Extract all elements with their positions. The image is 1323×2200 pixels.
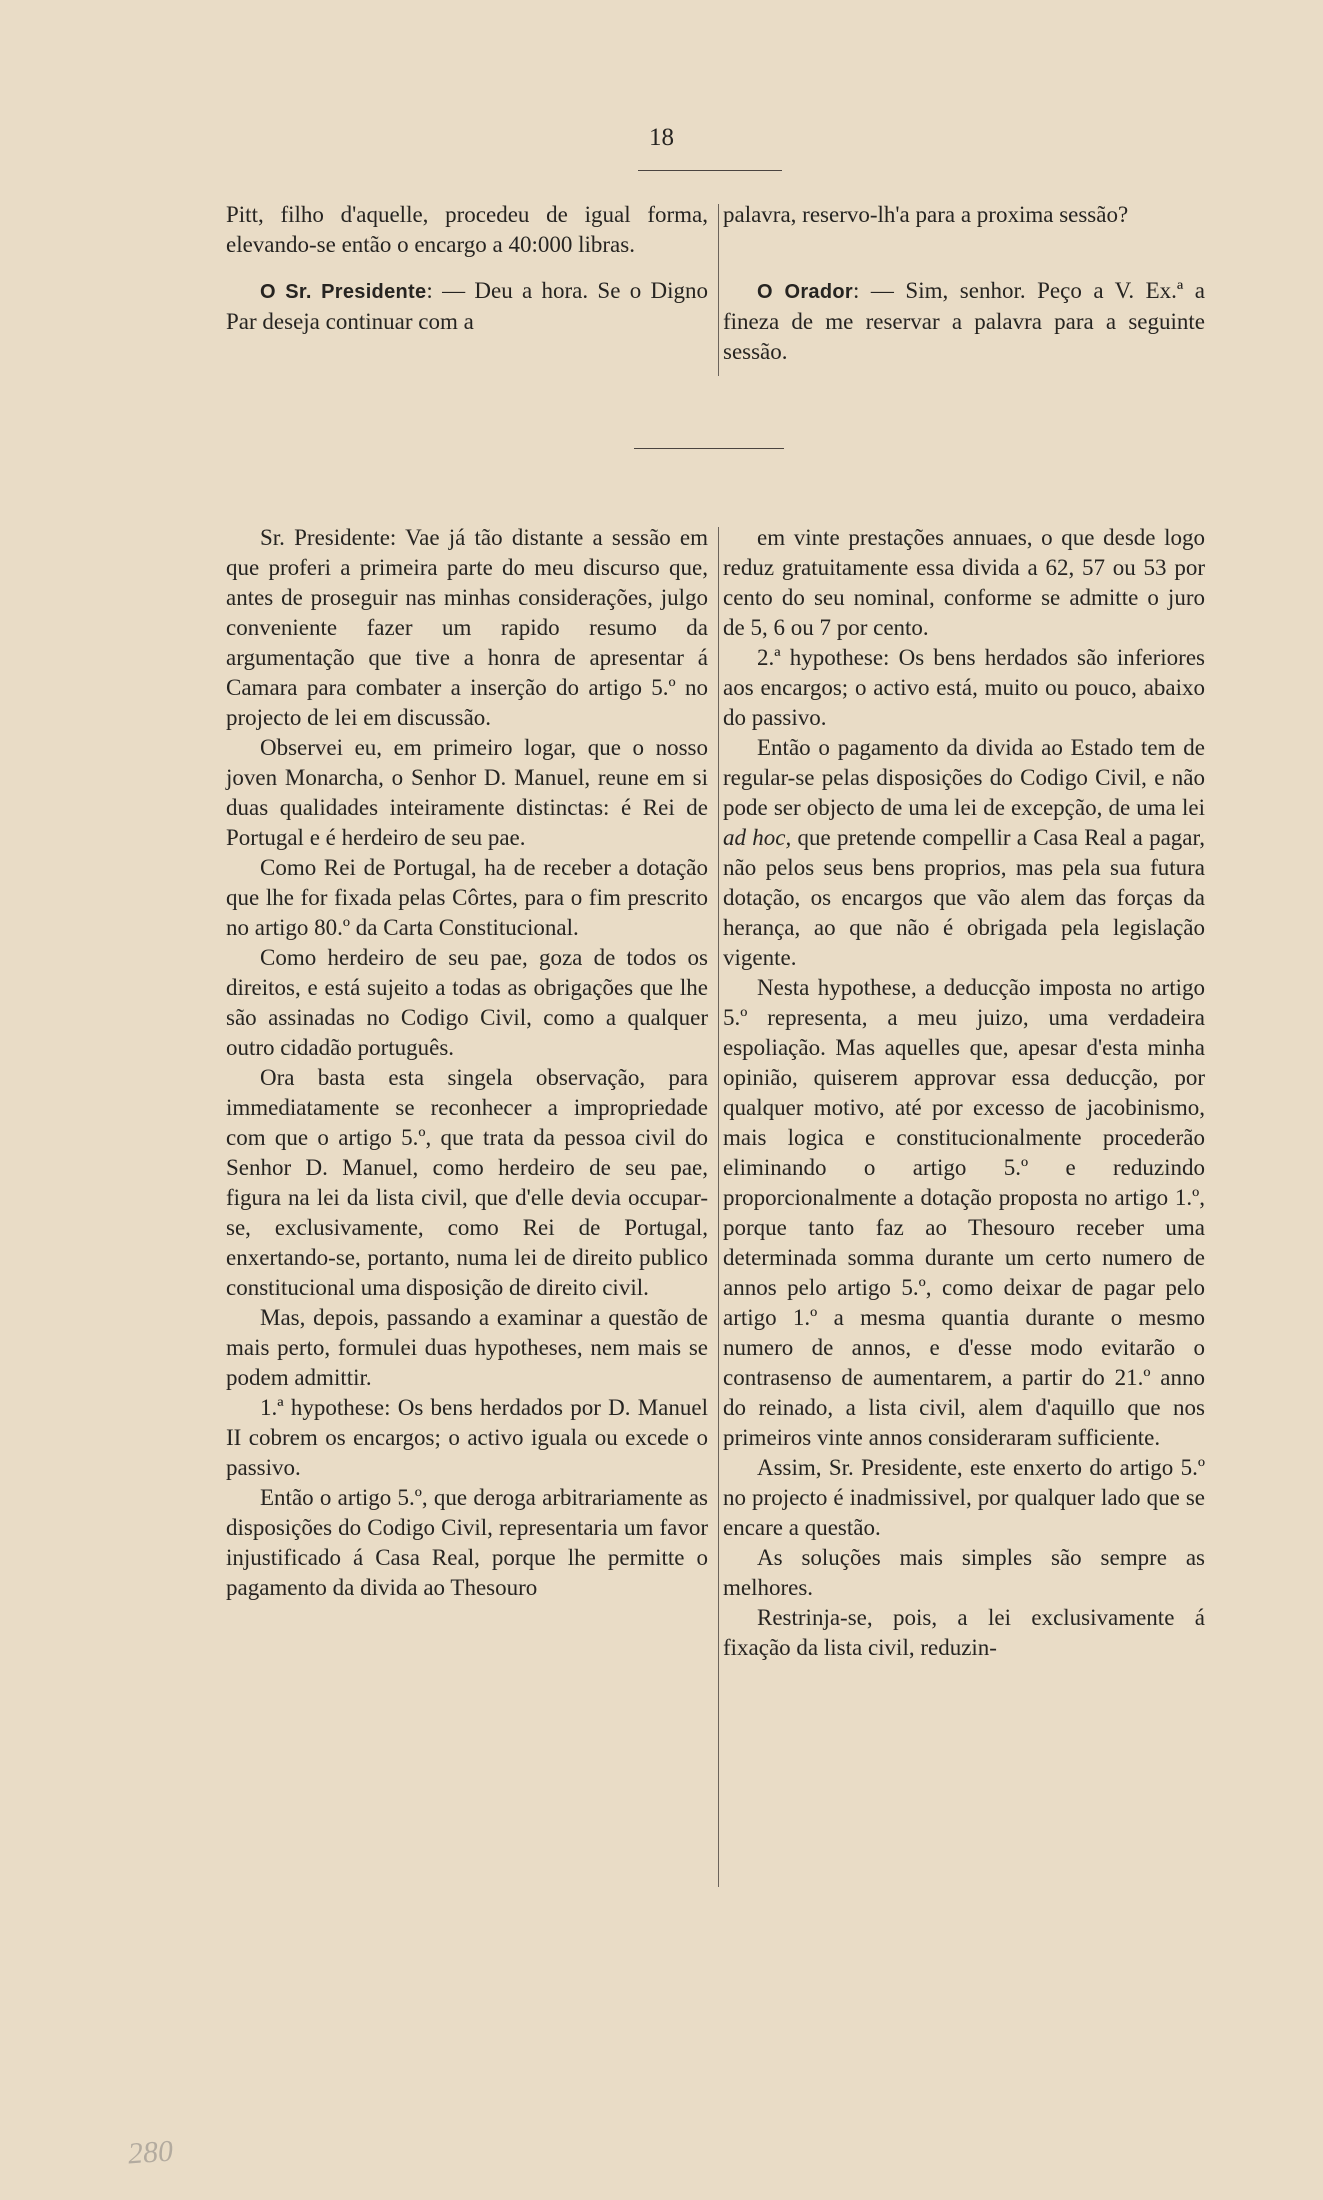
handwritten-margin-note: 280: [126, 2134, 175, 2171]
page-number: 18: [649, 124, 674, 151]
paragraph: Assim, Sr. Presidente, este enxerto do artigo 5.º no projecto é inadmissivel, por qualquer lado que se encare a questão.: [723, 1455, 1205, 1540]
speaker-name: O Orador: [757, 281, 853, 303]
paragraph: Como herdeiro de seu pae, goza de todos os direitos, e está sujeito a todas as obrigações que lhe são assinadas no Codigo Civil, como a qualquer outro cidadão português.: [226, 945, 708, 1060]
speech-text: : — Deu a hora. Se o Digno Par deseja continuar com a: [226, 278, 708, 334]
paragraph: [723, 276, 1205, 367]
top-left-column: [226, 200, 708, 337]
speaker-name: O Sr. Presidente: [260, 281, 427, 303]
body-right-column: [723, 523, 1205, 1663]
paragraph: Ora basta esta singela observação, para immediatamente se reconhecer a impropriedade com que o artigo 5.º, que trata da pessoa civil do Senhor D. Manuel, como herdeiro de seu pae, figura na lei da lista civil, que d'elle devia occupar-se, exclusivamente, como Rei de Portugal, enxertando-se, portanto, numa lei de direito publico constitucional uma disposição de direito civil.: [226, 1065, 708, 1300]
header-rule: [638, 170, 782, 171]
column-divider: [718, 204, 719, 376]
text-run: Então o pagamento da divida ao Estado tem de regular-se pelas disposições do Codigo Civil, e não pode ser objecto de uma lei de excepção, de uma lei: [723, 735, 1205, 820]
column-divider: [718, 527, 719, 1887]
section-rule: [634, 448, 784, 449]
italic-phrase: ad hoc,: [723, 825, 792, 850]
paragraph: palavra, reservo-lh'a para a proxima sessão?: [723, 202, 1129, 227]
paragraph: [226, 276, 708, 337]
paragraph: Então o artigo 5.º, que deroga arbitrariamente as disposições do Codigo Civil, representaria um favor injustificado á Casa Real, porque lhe permitte o pagamento da divida ao Thesouro: [226, 1485, 708, 1600]
paragraph: em vinte prestações annuaes, o que desde logo reduz gratuitamente essa divida a 62, 57 ou 53 por cento do seu nominal, conforme se admitte o juro de 5, 6 ou 7 por cento.: [723, 525, 1205, 640]
body-left-column: [226, 523, 708, 1603]
paragraph: Nesta hypothese, a deducção imposta no artigo 5.º representa, a meu juizo, uma verdadeira espoliação. Mas aquelles que, apesar d'esta minha opinião, quiserem approvar essa deducção, por qualquer motivo, até por excesso de jacobinismo, mais logica e constitucionalmente procederão eliminando o artigo 5.º e reduzindo proporcionalmente a dotação proposta no artigo 1.º, porque tanto faz ao Thesouro receber uma determinada somma durante um certo numero de annos pelo artigo 5.º, como deixar de pagar pelo artigo 1.º a mesma quantia durante o mesmo numero de annos, e d'esse modo evitarão o contrasenso de aumentarem, a partir do 21.º anno do reinado, a lista civil, alem d'aquillo que nos primeiros vinte annos consideraram sufficiente.: [723, 975, 1205, 1450]
paragraph: Como Rei de Portugal, ha de receber a dotação que lhe for fixada pelas Côrtes, para o fim prescrito no artigo 80.º da Carta Constitucional.: [226, 855, 708, 940]
paragraph: Sr. Presidente: Vae já tão distante a sessão em que proferi a primeira parte do meu discurso que, antes de proseguir nas minhas considerações, julgo conveniente fazer um rapido resumo da argumentação que tive a honra de apresentar á Camara para combater a inserção do artigo 5.º no projecto de lei em discussão.: [226, 525, 708, 730]
text-run: que pretende compellir a Casa Real a pagar, não pelos seus bens proprios, mas pela sua futura dotação, os encargos que vão alem das forças da herança, ao que não é obrigada pela legislação vigente.: [723, 825, 1205, 970]
paragraph: Restrinja-se, pois, a lei exclusivamente á fixação da lista civil, reduzin-: [723, 1605, 1205, 1660]
paragraph: [723, 733, 1205, 973]
speech-text: : — Sim, senhor. Peço a V. Ex.ª a fineza de me reservar a palavra para a seguinte sessão.: [723, 278, 1205, 364]
paragraph: 2.ª hypothese: Os bens herdados são inferiores aos encargos; o activo está, muito ou pouco, abaixo do passivo.: [723, 645, 1205, 730]
paragraph: 1.ª hypothese: Os bens herdados por D. Manuel II cobrem os encargos; o activo iguala ou excede o passivo.: [226, 1395, 708, 1480]
paragraph: Observei eu, em primeiro logar, que o nosso joven Monarcha, o Senhor D. Manuel, reune em si duas qualidades inteiramente distinctas: é Rei de Portugal e é herdeiro de seu pae.: [226, 735, 708, 850]
paragraph: Pitt, filho d'aquelle, procedeu de igual forma, elevando-se então o encargo a 40:000 libras.: [226, 202, 708, 257]
paragraph: Mas, depois, passando a examinar a questão de mais perto, formulei duas hypotheses, nem mais se podem admittir.: [226, 1305, 708, 1390]
paragraph: As soluções mais simples são sempre as melhores.: [723, 1545, 1205, 1600]
top-right-column: [723, 200, 1205, 367]
